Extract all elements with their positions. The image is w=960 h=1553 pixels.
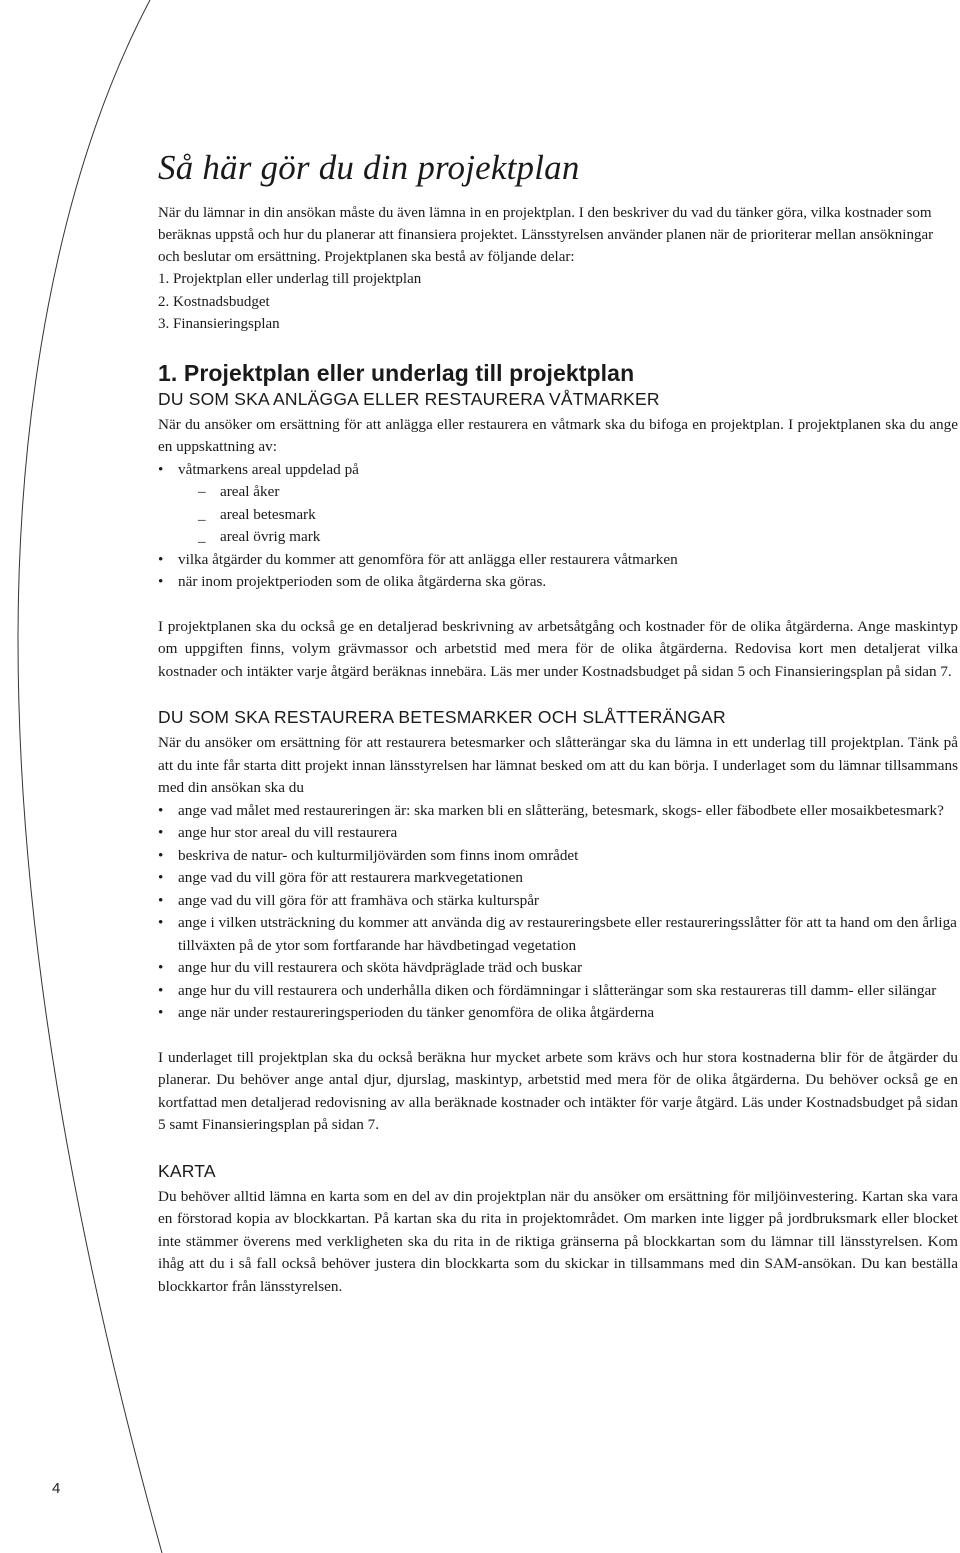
sub-item-text: areal åker	[220, 483, 280, 500]
bullet-item	[158, 459, 958, 549]
area-sublist	[178, 481, 958, 549]
underscore-icon: _	[198, 528, 206, 545]
pastures-intro: När du ansöker om ersättning för att restaurera betesmarker och slåtterängar ska du lämna in ett underlag till projektplan. Tänk på att du inte får starta ditt projekt innan länsstyrelsen har lämnat besked om att du kan börja. I underlaget som du lämnar tillsammans med din ansökan ska du	[158, 734, 958, 796]
intro-paragraph: När du lämnar in din ansökan måste du även lämna in en projektplan. I den beskriver du vad du tänker göra, vilka kostnader som beräknas uppstå och hur du planerar att finansiera projektet. Länsstyrelsen använder planen när de prioriterar mellan ansökningar och beslutar om ersättning. Projektplanen ska bestå av följande delar:	[158, 205, 934, 265]
sub-item	[198, 526, 958, 549]
bullet-icon: •	[158, 824, 164, 841]
bullet-item	[158, 912, 958, 957]
parts-list	[158, 268, 958, 336]
pastures-heading: DU SOM SKA RESTAURERA BETESMARKER OCH SLÅTTERÄNGAR	[158, 707, 726, 727]
wetlands-intro: När du ansöker om ersättning för att anlägga eller restaurera en våtmark ska du bifoga en projektplan. I projektplanen ska du ange en uppskattning av:	[158, 415, 958, 455]
bullet-icon: •	[158, 846, 164, 864]
bullet-text: ange hur du vill restaurera och underhålla diken och fördämningar i slåtterängar som ska restaureras till damm- eller silängar	[178, 981, 937, 999]
bullet-text: ange vad målet med restaureringen är: ska marken bli en slåtteräng, betesmark, skogs- eller fäbodbete eller mosaikbetesmark?	[178, 801, 944, 819]
bullet-icon: •	[158, 1004, 164, 1021]
pastures-bullet-list	[158, 800, 958, 1025]
bullet-icon: •	[158, 959, 164, 976]
bullet-text: vilka åtgärder du kommer att genomföra för att anlägga eller restaurera våtmarken	[178, 550, 678, 568]
parts-list-item: 2. Kostnadsbudget	[158, 293, 270, 310]
map-paragraph: Du behöver alltid lämna en karta som en del av din projektplan när du ansöker om ersättning för miljöinvestering. Kartan ska vara en förstorad kopia av blockkartan. På kartan ska du rita in projektområdet. Om marken inte ligger på jordbruksmark eller blocket inte stämmer överens med verkligheten ska du rita in de riktiga gränserna på blockkartan som du lämnar till länsstyrelsen. Kom ihåg att du i så fall också behöver justera din blockkarta som du skickar in tillsammans med din SAM-ansökan. Du kan beställa blockkartor från länsstyrelsen.	[158, 1187, 958, 1295]
page-title: Så här gör du din projektplan	[158, 148, 580, 187]
sub-item-text: areal övrig mark	[220, 528, 321, 545]
pastures-detail: I underlaget till projektplan ska du också beräkna hur mycket arbete som krävs och hur stora kostnaderna blir för de åtgärder du planerar. Du behöver ange antal djur, djurslag, maskintyp, arbetstid med mera för de olika åtgärderna. Du behöver också ge en kortfattad men detaljerad redovisning av alla beräknade kostnader och intäkter för varje åtgärd. Läs under Kostnadsbudget på sidan 5 samt Finansieringsplan på sidan 7.	[158, 1048, 958, 1133]
bullet-text: ange vad du vill göra för att restaurera markvegetationen	[178, 869, 523, 886]
bullet-text: ange hur du vill restaurera och sköta hävdpräglade träd och buskar	[178, 959, 583, 976]
bullet-icon: •	[158, 981, 164, 999]
bullet-text: beskriva de natur- och kulturmiljövärden som finns inom området	[178, 846, 579, 864]
bullet-item	[158, 549, 958, 572]
wetlands-bullet-list	[158, 459, 958, 594]
bullet-item	[158, 957, 958, 980]
bullet-text: när inom projektperioden som de olika åtgärderna ska göras.	[178, 573, 547, 590]
page-number: 4	[52, 1480, 61, 1497]
bullet-icon: •	[158, 550, 164, 568]
bullet-text: ange hur stor areal du vill restaurera	[178, 824, 398, 841]
section-heading: 1. Projektplan eller underlag till projektplan	[158, 359, 635, 386]
bullet-item	[158, 571, 958, 594]
bullet-text: ange när under restaureringsperioden du tänker genomföra de olika åtgärderna	[178, 1004, 655, 1021]
page-content	[158, 148, 958, 1298]
sub-item-text: areal betesmark	[220, 505, 316, 523]
bullet-icon: •	[158, 801, 164, 819]
underscore-icon: _	[198, 505, 206, 523]
wetlands-heading: DU SOM SKA ANLÄGGA ELLER RESTAURERA VÅTMARKER	[158, 388, 660, 409]
bullet-icon: •	[158, 891, 164, 909]
bullet-icon: •	[158, 869, 164, 886]
bullet-text: våtmarkens areal uppdelad på	[178, 460, 359, 478]
bullet-item	[158, 867, 958, 890]
bullet-item	[158, 980, 958, 1003]
bullet-icon: •	[158, 460, 164, 478]
bullet-item	[158, 822, 958, 845]
bullet-text: ange vad du vill göra för att framhäva och stärka kulturspår	[178, 891, 539, 909]
bullet-item	[158, 1002, 958, 1025]
bullet-text: ange i vilken utsträckning du kommer att använda dig av restaureringsbete eller restaureringsslåtter för att ta hand om den årliga tillväxten på de ytor som fortfarande har hävdbetingad vegetation	[178, 914, 957, 954]
bullet-icon: •	[158, 914, 164, 931]
bullet-item	[158, 890, 958, 913]
sub-item	[198, 481, 958, 504]
sub-item	[198, 504, 958, 527]
dash-icon: –	[198, 483, 206, 500]
map-heading: KARTA	[158, 1160, 216, 1181]
bullet-icon: •	[158, 573, 164, 590]
parts-list-item: 1. Projektplan eller underlag till projektplan	[158, 271, 422, 287]
parts-list-item: 3. Finansieringsplan	[158, 316, 280, 332]
bullet-item	[158, 800, 958, 823]
bullet-item	[158, 845, 958, 868]
wetlands-detail: I projektplanen ska du också ge en detaljerad beskrivning av arbetsåtgång och kostnader för de olika åtgärderna. Ange maskintyp om uppgiften finns, volym grävmassor och arbetstid med mera för de olika åtgärderna. Redovisa kort men detaljerat vilka kostnader och intäkter varje åtgärd beräknas innebära. Läs mer under Kostnadsbudget på sidan 5 och Finansieringsplan på sidan 7.	[158, 617, 958, 680]
